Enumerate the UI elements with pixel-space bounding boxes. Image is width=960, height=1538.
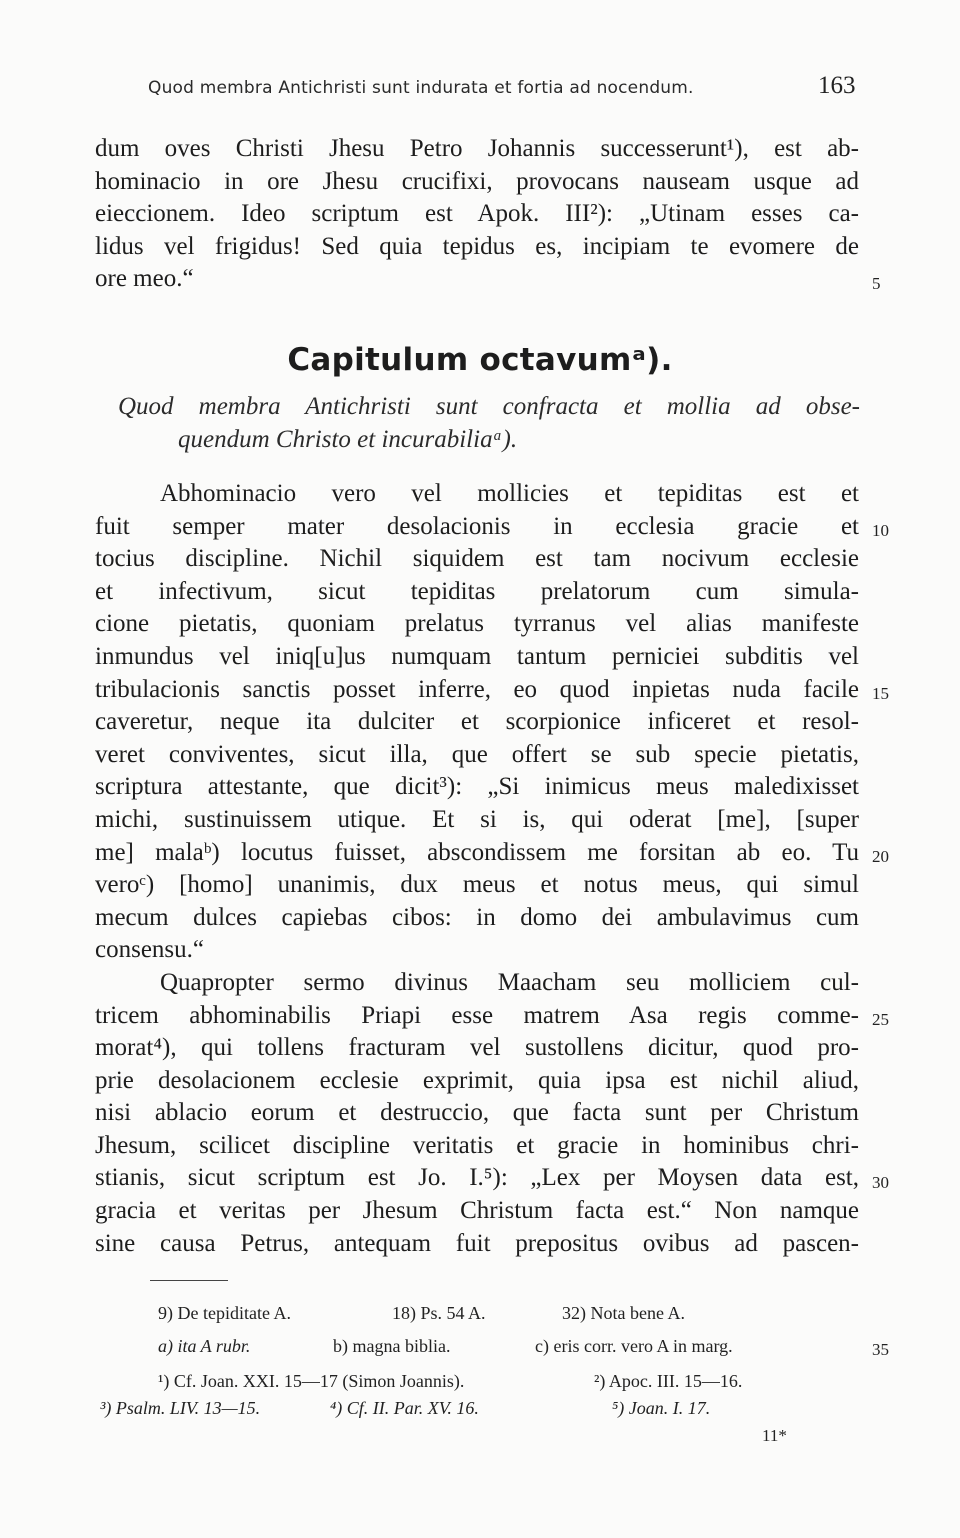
line-number: 30 — [872, 1173, 889, 1192]
text-line: Quapropter sermo divinus Maacham seu molliciem cul- — [160, 968, 859, 996]
text-line: veroᶜ) [homo] unanimis, dux meus et notus meus, qui simul — [95, 871, 859, 899]
text-line: nisi ablacio eorum et destruccio, que facta sunt per Christum — [95, 1099, 859, 1127]
text-line: Abhominacio vero vel mollicies et tepiditas est et — [160, 480, 859, 507]
line-number: 15 — [872, 684, 889, 703]
line-number: 10 — [872, 521, 889, 540]
footnote: ³) Psalm. LIV. 13—15. — [100, 1398, 261, 1418]
footnote: ²) Apoc. III. 15—16. — [594, 1371, 743, 1391]
footnote: b) magna biblia. — [333, 1336, 451, 1356]
text-line: ore meo.“ — [95, 265, 194, 293]
text-line: lidus vel frigidus! Sed quia tepidus es, incipiam te evomere de — [95, 232, 859, 260]
line-number: 20 — [872, 847, 889, 866]
subtitle-line: quendum Christo et incurabiliaᵃ). — [178, 426, 518, 453]
signature-mark: 11* — [762, 1426, 787, 1445]
page-number: 163 — [818, 72, 856, 99]
line-number: 35 — [872, 1340, 889, 1359]
text-line: inmundus vel iniq[u]us numquam tantum perniciei subditis vel — [95, 642, 859, 670]
paragraph-continuation — [95, 133, 859, 296]
footnote: ¹) Cf. Joan. XXI. 15—17 (Simon Joannis). — [158, 1371, 465, 1391]
text-line: fuit semper mater desolacionis in ecclesia gracie et — [95, 512, 859, 540]
text-line: et infectivum, sicut tepiditas prelatorum cum simula- — [95, 577, 859, 605]
subtitle-line: Quod membra Antichristi sunt confracta et mollia ad obse- — [118, 393, 860, 420]
text-line: cione pietatis, quoniam prelatus tyrranus vel alias manifeste — [95, 610, 859, 638]
text-line: tribulacionis sanctis posset inferre, eo quod inpietas nuda facile — [95, 675, 859, 703]
footnote: 9) De tepiditate A. — [158, 1303, 291, 1323]
footnote: ⁴) Cf. II. Par. XV. 16. — [330, 1398, 479, 1418]
text-line: gracia et veritas per Jhesum Christum facta est.“ Non namque — [95, 1197, 859, 1225]
text-line: morat⁴), qui tollens fracturam vel sustollens dicitur, quod pro- — [95, 1034, 859, 1062]
text-line: michi, sustinuissem utique. Et si is, qui oderat [me], [super — [95, 805, 859, 833]
footnote: ⁵) Joan. I. 17. — [612, 1398, 711, 1418]
text-line: Jhesum, scilicet discipline veritatis et gracie in hominibus chri- — [95, 1131, 859, 1159]
text-line: stianis, sicut scriptum est Jo. I.⁵): „Lex per Moysen data est, — [95, 1164, 859, 1192]
text-line: dum oves Christi Jhesu Petro Johannis successerunt¹), est ab- — [95, 135, 859, 162]
text-line: scriptura attestante, que dicit³): „Si inimicus meus maledixisset — [95, 773, 859, 801]
chapter-body — [95, 478, 859, 1260]
running-title: Quod membra Antichristi sunt indurata et fortia ad nocendum. — [148, 78, 694, 98]
text-line: prie desolacionem ecclesie exprimit, quia ipsa est nichil aliud, — [95, 1066, 859, 1094]
footnote-rule — [150, 1280, 228, 1281]
text-line: mecum dulces capiebas cibos: in domo dei ambulavimus cum — [95, 903, 859, 931]
text-line: hominacio in ore Jhesu crucifixi, provocans nauseam usque ad — [95, 167, 859, 195]
text-line: caveretur, neque ita dulciter et scorpionice inficeret et resol- — [95, 708, 859, 736]
text-line: veret conviventes, sicut illa, que offert se sub specie pietatis, — [95, 740, 859, 768]
line-number: 25 — [872, 1010, 889, 1029]
text-line: eieccionem. Ideo scriptum est Apok. III²): „Utinam esses ca- — [95, 200, 859, 228]
footnote: 32) Nota bene A. — [562, 1303, 685, 1323]
footnote: a) ita A rubr. — [158, 1336, 251, 1356]
chapter-title: Capitulum octavumᵃ). — [287, 342, 673, 378]
text-line: consensu.“ — [95, 936, 204, 964]
chapter-subtitle — [118, 390, 860, 456]
text-line: me] malaᵇ) locutus fuisset, abscondissem me forsitan ab eo. Tu — [95, 838, 859, 866]
text-line: sine causa Petrus, antequam fuit prepositus ovibus ad pascen- — [95, 1229, 859, 1257]
footnote: 18) Ps. 54 A. — [392, 1303, 486, 1323]
text-line: tocius discipline. Nichil siquidem est tam nocivum ecclesie — [95, 545, 859, 573]
text-line: tricem abhominabilis Priapi esse matrem Asa regis comme- — [95, 1001, 859, 1029]
footnote: c) eris corr. vero A in marg. — [535, 1336, 733, 1356]
line-number: 5 — [872, 274, 881, 293]
